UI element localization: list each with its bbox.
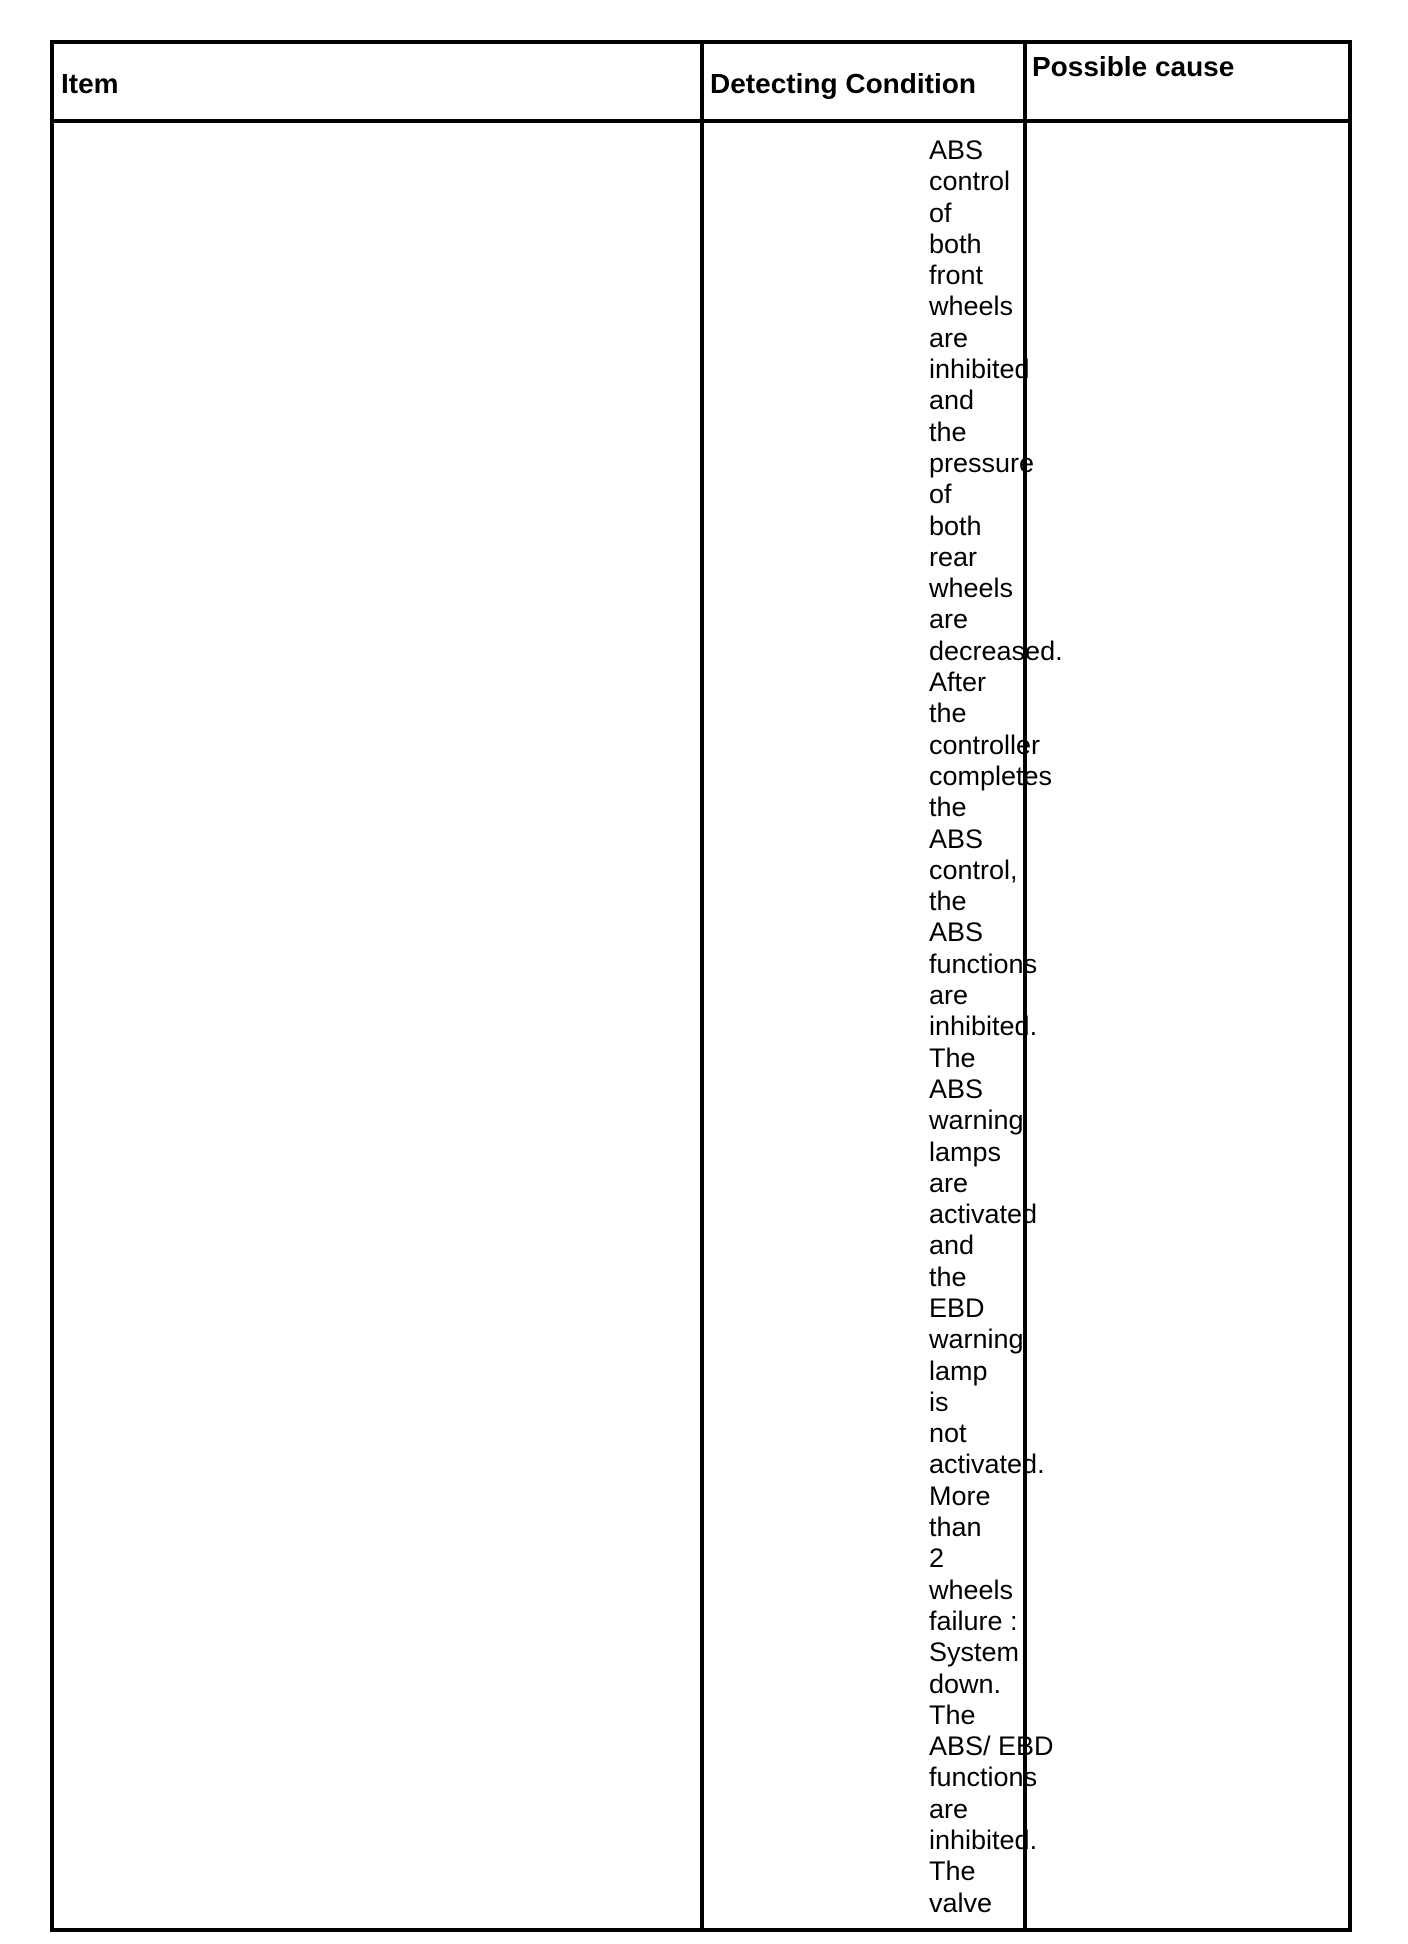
condition-word: the <box>929 698 967 729</box>
condition-word: pressure <box>929 447 1035 478</box>
condition-word: are <box>929 1167 969 1198</box>
condition-word: rear <box>929 541 978 572</box>
condition-word: and <box>929 1230 975 1261</box>
condition-word: activated <box>929 1199 1038 1230</box>
condition-word: are <box>929 322 969 353</box>
condition-word: functions <box>929 1762 1038 1793</box>
condition-word: wheels <box>929 1574 1014 1605</box>
condition-word: control <box>929 166 1011 197</box>
condition-word: than <box>929 1512 982 1543</box>
condition-word: The <box>929 1856 976 1887</box>
condition-word: of <box>929 479 952 510</box>
condition-word: control, <box>929 854 1018 885</box>
diagnostic-table <box>50 40 1352 1932</box>
condition-word: warning <box>929 1105 1024 1136</box>
condition-word: wheels <box>929 291 1014 322</box>
condition-word: System <box>929 1637 1020 1668</box>
condition-word: ABS/ EBD <box>929 1731 1054 1762</box>
condition-word: of <box>929 197 952 228</box>
header-item: Item <box>61 68 119 99</box>
condition-word: decreased. <box>929 635 1063 666</box>
condition-word: are <box>929 604 969 635</box>
condition-word: valve <box>929 1887 993 1918</box>
condition-word: The <box>929 1042 976 1073</box>
condition-word: inhibited <box>929 354 1030 385</box>
condition-word: activated. <box>929 1449 1045 1480</box>
condition-word: inhibited. <box>929 1825 1038 1856</box>
condition-word: controller <box>929 729 1041 760</box>
condition-word: failure : <box>929 1605 1018 1636</box>
condition-word: EBD <box>929 1292 985 1323</box>
condition-word: More <box>929 1480 991 1511</box>
condition-word: ABS <box>929 1073 984 1104</box>
condition-word: down. <box>929 1668 1002 1699</box>
condition-word: lamps <box>929 1136 1002 1167</box>
condition-word: ABS <box>929 135 984 165</box>
condition-word: The <box>929 1699 976 1730</box>
condition-word: functions <box>929 948 1038 979</box>
condition-word: is <box>929 1386 949 1417</box>
condition-word: 2 <box>929 1543 945 1574</box>
condition-word: wheels <box>929 573 1014 604</box>
condition-word: both <box>929 228 982 259</box>
condition-word: the <box>929 886 967 917</box>
condition-word: ABS <box>929 823 984 854</box>
condition-word: inhibited. <box>929 1011 1038 1042</box>
condition-word: the <box>929 416 967 447</box>
condition-word: not <box>929 1418 967 1449</box>
detecting-condition-text <box>929 135 1129 1919</box>
condition-word: and <box>929 385 975 416</box>
condition-word: the <box>929 792 967 823</box>
condition-word: the <box>929 1261 967 1292</box>
condition-word: both <box>929 510 982 541</box>
condition-word: warning <box>929 1324 1024 1355</box>
condition-word: lamp <box>929 1355 988 1386</box>
condition-word: front <box>929 260 984 291</box>
condition-word: are <box>929 980 969 1011</box>
header-possible-cause: Possible cause <box>1032 51 1235 82</box>
condition-word: After <box>929 667 987 698</box>
condition-word: ABS <box>929 917 984 948</box>
detecting-condition-cell <box>704 123 1063 1928</box>
header-detecting-condition: Detecting Condition <box>710 68 976 99</box>
condition-word: completes <box>929 760 1053 791</box>
condition-word: are <box>929 1793 969 1824</box>
